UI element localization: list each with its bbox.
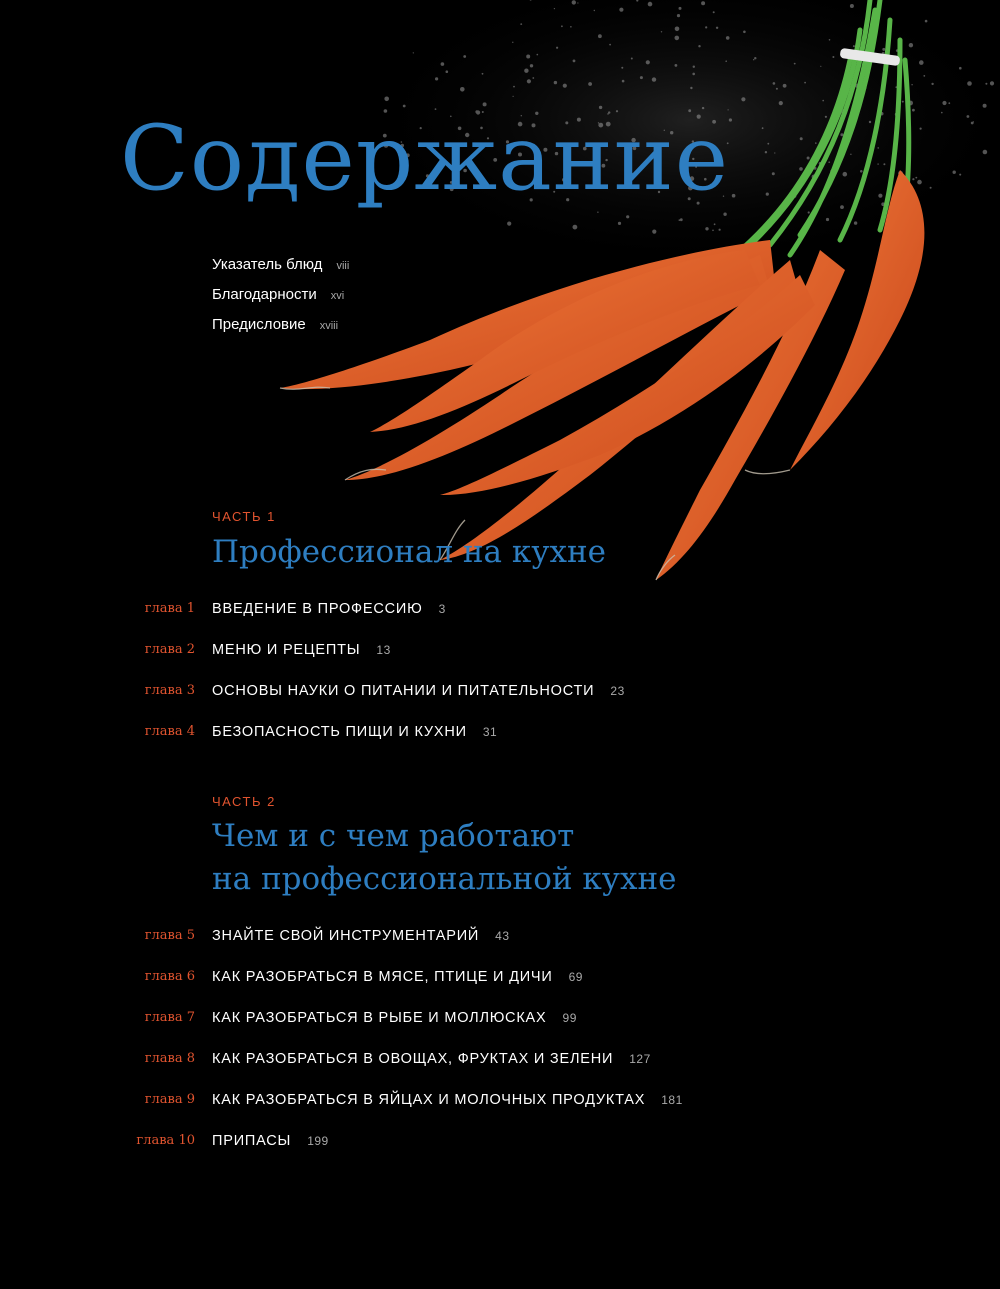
bubble	[618, 222, 621, 225]
bubble	[563, 84, 567, 88]
part-title-line: Чем и с чем работают	[212, 818, 575, 854]
front-matter-label: Предисловие	[212, 316, 306, 333]
chapter-title: КАК РАЗОБРАТЬСЯ В ЯЙЦАХ И МОЛОЧНЫХ ПРОДУКТАХ	[212, 1092, 646, 1108]
bubble	[640, 76, 643, 79]
bubble	[526, 55, 530, 59]
bubble	[800, 137, 803, 140]
bubble	[524, 69, 528, 73]
bubble	[594, 10, 595, 11]
chapter-title-wrap	[212, 1129, 329, 1153]
chapter-entry[interactable]	[0, 1129, 1000, 1170]
bubble	[754, 57, 756, 59]
bubble	[732, 194, 736, 198]
bubble	[828, 161, 830, 163]
chapter-title-wrap	[212, 638, 391, 662]
chapter-entry[interactable]	[0, 965, 1000, 1006]
bubble	[675, 36, 680, 41]
bubble	[570, 26, 572, 28]
bubble	[631, 58, 633, 60]
front-matter-item[interactable]	[212, 252, 349, 282]
chapter-title: КАК РАЗОБРАТЬСЯ В ОВОЩАХ, ФРУКТАХ И ЗЕЛЕНИ	[212, 1051, 614, 1067]
bubble	[661, 31, 662, 32]
chapter-number: глава 10	[136, 1133, 195, 1148]
bubble	[883, 163, 885, 165]
bubble	[829, 39, 831, 41]
bubble	[919, 60, 924, 65]
bubble	[783, 84, 787, 88]
bubble	[609, 44, 611, 46]
bubble	[807, 157, 810, 160]
bubble	[765, 151, 767, 153]
bubble	[773, 82, 776, 85]
bubble	[621, 67, 623, 69]
bubble	[572, 0, 576, 4]
bubble	[693, 66, 695, 68]
bubble	[690, 87, 692, 89]
part-2-label: ЧАСТЬ 2	[212, 794, 276, 809]
bubble	[762, 127, 764, 129]
bubble	[840, 205, 844, 209]
bubble	[931, 83, 933, 85]
part-1-chapter-list	[0, 597, 1000, 761]
bubble	[726, 36, 730, 40]
bubble	[512, 42, 513, 43]
bubble	[532, 77, 534, 79]
bubble	[714, 223, 716, 225]
bubble	[959, 174, 961, 176]
chapter-page: 3	[438, 602, 446, 616]
bubble	[520, 23, 522, 25]
bubble	[513, 86, 515, 88]
part-2-chapter-list	[0, 924, 1000, 1170]
chapter-entry[interactable]	[0, 597, 1000, 638]
chapter-number: глава 7	[144, 1010, 195, 1025]
bubble	[915, 177, 917, 179]
part-title-line: на профессиональной кухне	[212, 861, 677, 897]
bubble	[967, 81, 972, 86]
chapter-entry[interactable]	[0, 720, 1000, 761]
chapter-page: 31	[482, 725, 498, 739]
part-2-title	[212, 815, 677, 901]
bubble	[967, 115, 970, 118]
bubble	[513, 96, 514, 97]
bubble	[675, 27, 680, 32]
bubble	[825, 116, 827, 118]
bubble	[701, 1, 705, 5]
chapter-number: глава 6	[144, 969, 195, 984]
bubble	[912, 178, 914, 180]
chapter-entry[interactable]	[0, 679, 1000, 720]
bubble	[815, 142, 817, 144]
bubble	[679, 7, 682, 10]
chapter-entry[interactable]	[0, 924, 1000, 965]
chapter-page: 43	[495, 929, 510, 943]
bubble	[530, 64, 533, 67]
front-matter-page: xviii	[319, 320, 339, 332]
bubble	[554, 8, 555, 9]
bubble	[878, 194, 882, 198]
chapter-title: КАК РАЗОБРАТЬСЯ В МЯСЕ, ПТИЦЕ И ДИЧИ	[212, 969, 553, 985]
bubble	[713, 11, 715, 13]
bubble	[729, 118, 732, 121]
bubble	[692, 73, 695, 76]
chapter-number: глава 5	[144, 928, 195, 943]
chapter-number: глава 3	[144, 683, 195, 698]
bubble	[719, 229, 721, 231]
bubble	[482, 73, 484, 75]
bubble	[983, 104, 987, 108]
chapter-title-wrap	[212, 1047, 651, 1071]
bubble	[675, 64, 678, 67]
chapter-title-wrap	[212, 597, 446, 621]
bubble	[646, 60, 650, 64]
bubble	[698, 45, 700, 47]
chapter-title-wrap	[212, 679, 625, 703]
bubble	[774, 152, 775, 153]
bubble	[435, 77, 438, 80]
part-1-title	[212, 531, 606, 574]
chapter-page: 69	[568, 970, 583, 984]
bubble	[779, 101, 783, 105]
bubble	[799, 167, 803, 171]
bubble	[840, 133, 843, 136]
bubble	[843, 172, 848, 177]
part-title-line: Профессионал на кухне	[212, 534, 606, 570]
bubble	[573, 60, 576, 63]
chapter-entry[interactable]	[0, 1088, 1000, 1129]
chapter-number: глава 2	[144, 642, 195, 657]
chapter-title: ЗНАЙТЕ СВОЙ ИНСТРУМЕНТАРИЙ	[212, 928, 480, 944]
chapter-number: глава 1	[144, 601, 195, 616]
bubble	[677, 14, 680, 17]
bubble	[573, 225, 578, 230]
bubble	[850, 154, 851, 155]
bubble	[808, 211, 810, 213]
chapter-number: глава 9	[144, 1092, 195, 1107]
bubble	[588, 82, 592, 86]
bubble	[527, 79, 531, 83]
chapter-page: 23	[610, 684, 625, 698]
chapter-title-wrap	[212, 720, 497, 744]
chapter-title: КАК РАЗОБРАТЬСЯ В РЫБЕ И МОЛЛЮСКАХ	[212, 1010, 547, 1026]
bubble	[460, 87, 465, 92]
bubble	[794, 63, 796, 65]
bubble	[941, 112, 943, 114]
bubble	[925, 20, 928, 23]
bubble	[554, 81, 557, 84]
chapter-entry[interactable]	[0, 1006, 1000, 1047]
chapter-title: ВВЕДЕНИЕ В ПРОФЕССИЮ	[212, 601, 423, 617]
bubble	[441, 62, 445, 66]
chapter-title: ОСНОВЫ НАУКИ О ПИТАНИИ И ПИТАТЕЛЬНОСТИ	[212, 683, 595, 699]
bubble	[923, 75, 925, 77]
front-matter-label: Указатель блюд	[212, 256, 323, 273]
bubble	[753, 59, 754, 60]
bubble	[930, 187, 932, 189]
front-matter-item[interactable]	[212, 312, 349, 342]
bubble	[850, 4, 854, 8]
bubble	[917, 180, 922, 185]
bubble	[648, 2, 653, 7]
bubble	[920, 128, 922, 130]
page-title: Содержание	[120, 106, 730, 211]
bubble	[854, 221, 857, 224]
chapter-page: 13	[376, 643, 391, 657]
bubble	[680, 218, 683, 221]
bubble	[705, 227, 708, 230]
bubble	[556, 47, 558, 49]
bubble	[853, 45, 855, 47]
bubble	[561, 25, 563, 27]
bubble	[983, 150, 988, 155]
bubble	[705, 26, 707, 28]
bubble	[767, 143, 769, 145]
chapter-entry[interactable]	[0, 638, 1000, 679]
bubble	[911, 84, 912, 85]
bubble	[577, 2, 578, 3]
bubble	[679, 219, 681, 221]
bubble	[942, 101, 946, 105]
front-matter-list	[212, 252, 349, 342]
chapter-page: 181	[661, 1093, 683, 1107]
bubble	[537, 54, 539, 56]
bubble	[619, 8, 623, 12]
bubble	[384, 97, 389, 102]
bubble	[882, 48, 885, 51]
bubble	[652, 230, 656, 234]
front-matter-label: Благодарности	[212, 286, 317, 303]
bubble	[948, 102, 950, 104]
front-matter-page: viii	[336, 260, 350, 272]
bubble	[990, 81, 994, 85]
bubble	[973, 121, 974, 122]
bubble	[716, 27, 718, 29]
chapter-title: ПРИПАСЫ	[212, 1133, 292, 1149]
bubble	[820, 66, 821, 67]
bubble	[652, 77, 656, 81]
chapter-number: глава 8	[144, 1051, 195, 1066]
chapter-title: МЕНЮ И РЕЦЕПТЫ	[212, 642, 361, 658]
bubble	[912, 109, 915, 112]
chapter-title-wrap	[212, 924, 510, 948]
bubble	[463, 55, 466, 58]
bubble	[985, 83, 987, 85]
bubble	[743, 31, 746, 34]
chapter-title-wrap	[212, 1088, 683, 1112]
bubble	[822, 100, 824, 102]
bubble	[598, 34, 602, 38]
bubble	[446, 70, 449, 73]
bubble	[869, 121, 871, 123]
bubble	[626, 215, 629, 218]
chapter-page: 127	[629, 1052, 651, 1066]
bubble	[766, 193, 769, 196]
carrot-bunch-illustration	[0, 0, 1000, 620]
chapter-title-wrap	[212, 1006, 577, 1030]
chapter-page: 199	[307, 1134, 329, 1148]
part-1-label: ЧАСТЬ 1	[212, 509, 276, 524]
bubble	[622, 80, 625, 83]
bubble	[826, 218, 829, 221]
front-matter-item[interactable]	[212, 282, 349, 312]
bubble	[741, 97, 745, 101]
bubble	[902, 101, 904, 103]
chapter-page: 99	[562, 1011, 577, 1025]
chapter-number: глава 4	[144, 724, 195, 739]
chapter-entry[interactable]	[0, 1047, 1000, 1088]
bubble	[776, 88, 778, 90]
chapter-title-wrap	[212, 965, 583, 989]
bubble	[877, 163, 878, 164]
bubble	[860, 170, 863, 173]
bubble	[772, 172, 775, 175]
bubble	[909, 43, 913, 47]
bubble	[507, 222, 511, 226]
bubble	[712, 230, 714, 232]
front-matter-page: xvi	[330, 290, 345, 302]
bubble	[953, 171, 956, 174]
bubble	[725, 60, 727, 62]
chapter-title: БЕЗОПАСНОСТЬ ПИЩИ И КУХНИ	[212, 724, 467, 740]
bubble	[804, 82, 806, 84]
bubble	[832, 56, 834, 58]
bubble	[959, 67, 962, 70]
bubble	[877, 147, 879, 149]
bubble	[413, 52, 414, 53]
